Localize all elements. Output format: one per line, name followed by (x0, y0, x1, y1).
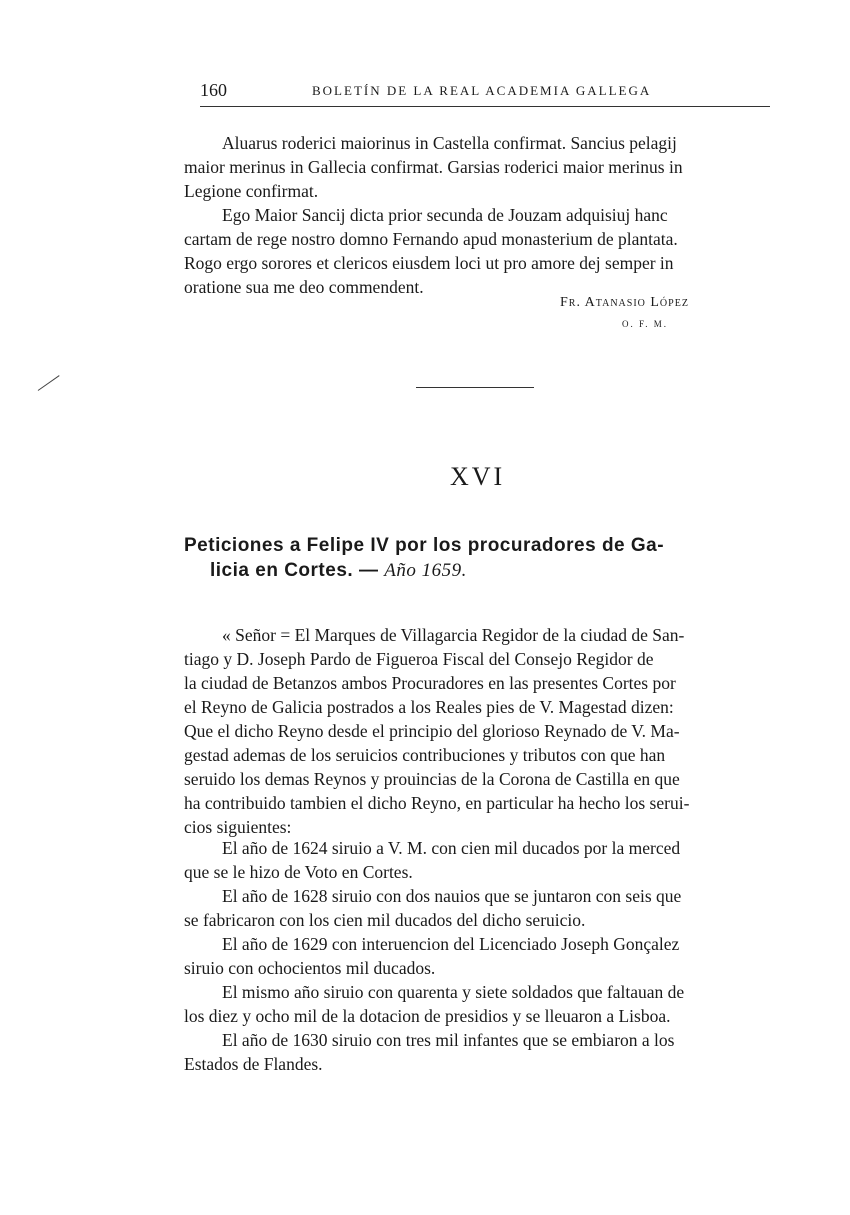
page-number: 160 (200, 80, 227, 100)
margin-pencil-mark (38, 375, 60, 391)
text-line: maior merinus in Gallecia confirmat. Garsias roderici maior merinus in (184, 157, 683, 177)
text-line: seruido los demas Reynos y prouincias de la Corona de Castilla en que (184, 769, 680, 789)
text-line: Rogo ergo sorores et clericos eiusdem loci ut pro amore dej semper in (184, 253, 674, 273)
title-line-text: licia en Cortes. — (210, 560, 379, 581)
petition-item-1629 (184, 932, 774, 980)
text-line: tiago y D. Joseph Pardo de Figueroa Fiscal del Consejo Regidor de (184, 649, 654, 669)
header-rule (200, 106, 770, 107)
title-line (184, 558, 774, 583)
text-line: el Reyno de Galicia postrados a los Reales pies de V. Magestad dizen: (184, 697, 674, 717)
title-date: Año 1659. (384, 560, 467, 581)
text-line: El año de 1629 con interuencion del Licenciado Joseph Gonçalez (222, 934, 680, 954)
text-line: « Señor = El Marques de Villagarcia Regidor de la ciudad de San- (222, 625, 685, 645)
text-line: siruio con ochocientos mil ducados. (184, 958, 436, 978)
signature-order: O. F. M. (622, 319, 669, 329)
text-line: gestad ademas de los seruicios contribuciones y tributos con que han (184, 745, 666, 765)
petition-item-1628 (184, 884, 774, 932)
text-line: se fabricaron con los cien mil ducados del dicho seruicio. (184, 910, 586, 930)
text-line: Ego Maior Sancij dicta prior secunda de Jouzam adquisiuj hanc (222, 205, 668, 225)
section-title (184, 533, 774, 583)
text-line: cios siguientes: (184, 817, 292, 837)
petition-item-same-year (184, 980, 774, 1028)
text-line: Aluarus roderici maiorinus in Castella confirmat. Sancius pelagij (222, 133, 677, 153)
petition-item-1624 (184, 836, 774, 884)
text-line: El año de 1624 siruio a V. M. con cien mil ducados por la merced (222, 838, 681, 858)
text-line: los diez y ocho mil de la dotacion de presidios y se lleuaron a Lisboa. (184, 1006, 671, 1026)
signature-author: Fr. Atanasio López (560, 295, 689, 310)
text-line: Legione confirmat. (184, 181, 319, 201)
text-line: El año de 1630 siruio con tres mil infantes que se embiaron a los (222, 1030, 675, 1050)
text-line: Que el dicho Reyno desde el principio del glorioso Reynado de V. Ma- (184, 721, 680, 741)
page-header (200, 80, 770, 106)
text-line: Estados de Flandes. (184, 1054, 323, 1074)
text-line: la ciudad de Betanzos ambos Procuradores en las presentes Cortes por (184, 673, 676, 693)
petition-item-1630 (184, 1028, 774, 1076)
section-divider (416, 387, 534, 388)
closing-paragraph (184, 131, 774, 299)
section-number: XVI (450, 462, 506, 491)
running-title: BOLETÍN DE LA REAL ACADEMIA GALLEGA (312, 83, 652, 98)
text-line: ha contribuido tambien el dicho Reyno, en particular ha hecho los serui- (184, 793, 690, 813)
text-line: que se le hizo de Voto en Cortes. (184, 862, 413, 882)
text-line: oratione sua me deo commendent. (184, 277, 424, 297)
title-line: Peticiones a Felipe IV por los procuradores de Ga- (184, 535, 665, 556)
petition-intro (184, 623, 774, 839)
text-line: El mismo año siruio con quarenta y siete soldados que faltauan de (222, 982, 685, 1002)
text-line: cartam de rege nostro domno Fernando apud monasterium de plantata. (184, 229, 678, 249)
text-line: El año de 1628 siruio con dos nauios que se juntaron con seis que (222, 886, 682, 906)
